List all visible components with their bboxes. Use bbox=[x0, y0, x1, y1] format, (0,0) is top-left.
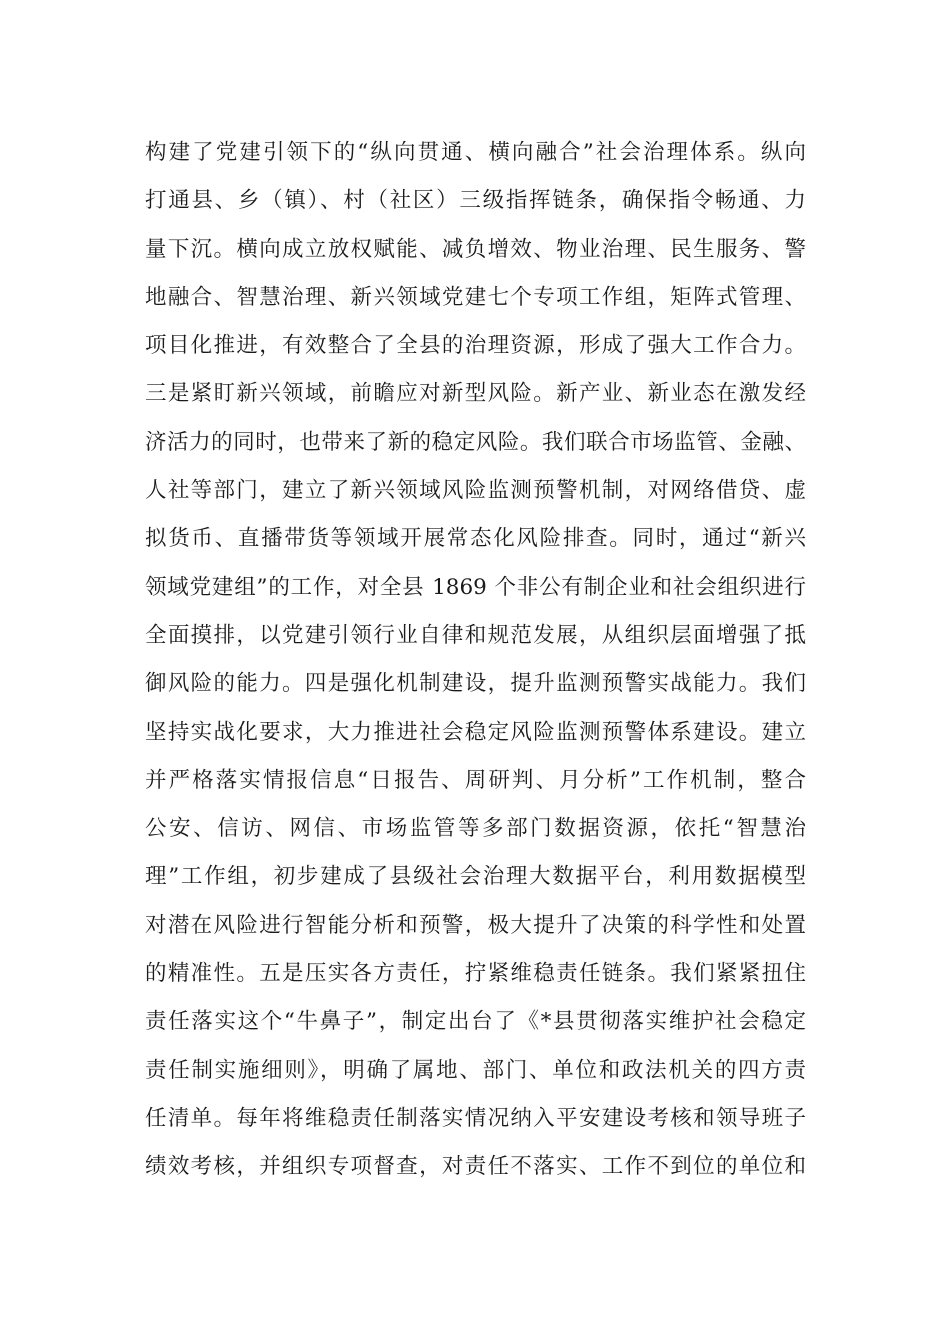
text-line: 的精准性。五是压实各方责任，拧紧维稳责任链条。我们紧紧扭住 bbox=[145, 961, 806, 987]
text-line: 构建了党建引领下的“纵向贯通、横向融合”社会治理体系。纵向 bbox=[145, 140, 806, 165]
text-line: 御风险的能力。四是强化机制建设，提升监测预警实战能力。我们 bbox=[145, 671, 806, 697]
text-line: 济活力的同时，也带来了新的稳定风险。我们联合市场监管、金融、 bbox=[145, 429, 806, 455]
text-line: 责任落实这个“牛鼻子”，制定出台了《*县贯彻落实维护社会稳定 bbox=[145, 1009, 806, 1035]
text-line: 地融合、智慧治理、新兴领域党建七个专项工作组，矩阵式管理、 bbox=[145, 284, 806, 310]
text-line: 三是紧盯新兴领域，前瞻应对新型风险。新产业、新业态在激发经 bbox=[145, 381, 806, 407]
text-line: 项目化推进，有效整合了全县的治理资源，形成了强大工作合力。 bbox=[145, 333, 806, 359]
text-line: 对潜在风险进行智能分析和预警，极大提升了决策的科学性和处置 bbox=[145, 912, 806, 938]
text-line: 绩效考核，并组织专项督查，对责任不落实、工作不到位的单位和 bbox=[145, 1154, 806, 1180]
text-line: 领域党建组”的工作，对全县 1869 个非公有制企业和社会组织进行 bbox=[145, 574, 806, 600]
body-paragraph bbox=[145, 129, 806, 1192]
text-line: 坚持实战化要求，大力推进社会稳定风险监测预警体系建设。建立 bbox=[145, 719, 806, 745]
text-line: 理”工作组，初步建成了县级社会治理大数据平台，利用数据模型 bbox=[145, 864, 806, 890]
text-line: 人社等部门，建立了新兴领域风险监测预警机制，对网络借贷、虚 bbox=[145, 478, 806, 504]
text-line: 公安、信访、网信、市场监管等多部门数据资源，依托“智慧治 bbox=[145, 816, 806, 842]
text-line: 全面摸排，以党建引领行业自律和规范发展，从组织层面增强了抵 bbox=[145, 622, 806, 648]
text-line: 拟货币、直播带货等领域开展常态化风险排查。同时，通过“新兴 bbox=[145, 526, 806, 552]
text-line: 打通县、乡（镇）、村（社区）三级指挥链条，确保指令畅通、力 bbox=[145, 188, 806, 214]
text-line: 并严格落实情报信息“日报告、周研判、月分析”工作机制，整合 bbox=[145, 767, 806, 793]
text-line: 量下沉。横向成立放权赋能、减负增效、物业治理、民生服务、警 bbox=[145, 236, 806, 262]
text-line: 责任制实施细则》，明确了属地、部门、单位和政法机关的四方责 bbox=[145, 1057, 806, 1083]
text-line: 任清单。每年将维稳责任制落实情况纳入平安建设考核和领导班子 bbox=[145, 1105, 806, 1131]
